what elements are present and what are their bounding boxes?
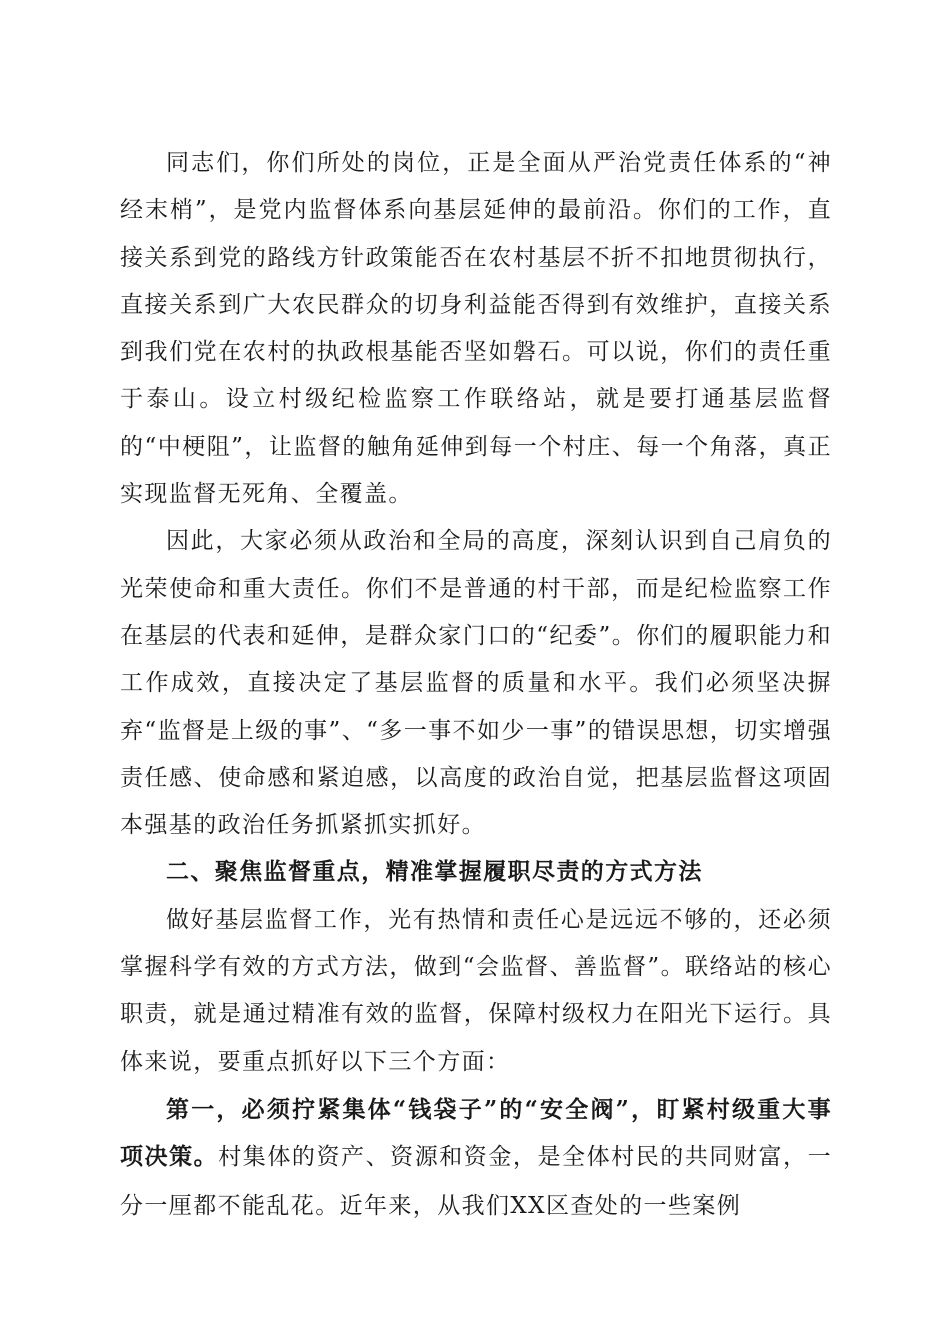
paragraph-4-lead: 第一，必须拧紧集体“钱袋子”的“安全阀”，盯紧村级重大事项决策。 [120,1095,832,1171]
document-body [120,140,832,1230]
section-heading: 二、聚焦监督重点，精准掌握履职尽责的方式方法 [166,859,703,886]
paragraph-3: 做好基层监督工作，光有热情和责任心是远远不够的，还必须掌握科学有效的方式方法，做到“会监督、善监督”。联络站的核心职责，就是通过精准有效的监督，保障村级权力在阳光下运行。具体来说，要重点抓好以下三个方面： [120,906,832,1075]
paragraph-4-body: 村集体的资产、资源和资金，是全体村民的共同财富，一分一厘都不能乱花。近年来，从我们XX区查处的一些案例 [120,1144,832,1219]
paragraph-4 [120,1086,832,1230]
paragraph-1: 同志们，你们所处的岗位，正是全面从严治党责任体系的“神经末梢”，是党内监督体系向基层延伸的最前沿。你们的工作，直接关系到党的路线方针政策能否在农村基层不折不扣地贯彻执行，直接关系到广大农民群众的切身利益能否得到有效维护，直接关系到我们党在农村的执政根基能否坚如磐石。可以说，你们的责任重于泰山。设立村级纪检监察工作联络站，就是要打通基层监督的“中梗阻”，让监督的触角延伸到每一个村庄、每一个角落，真正实现监督无死角、全覆盖。 [120,150,832,508]
paragraph-2: 因此，大家必须从政治和全局的高度，深刻认识到自己肩负的光荣使命和重大责任。你们不是普通的村干部，而是纪检监察工作在基层的代表和延伸，是群众家门口的“纪委”。你们的履职能力和工作成效，直接决定了基层监督的质量和水平。我们必须坚决摒弃“监督是上级的事”、“多一事不如少一事”的错误思想，切实增强责任感、使命感和紧迫感，以高度的政治自觉，把基层监督这项固本强基的政治任务抓紧抓实抓好。 [120,528,832,839]
